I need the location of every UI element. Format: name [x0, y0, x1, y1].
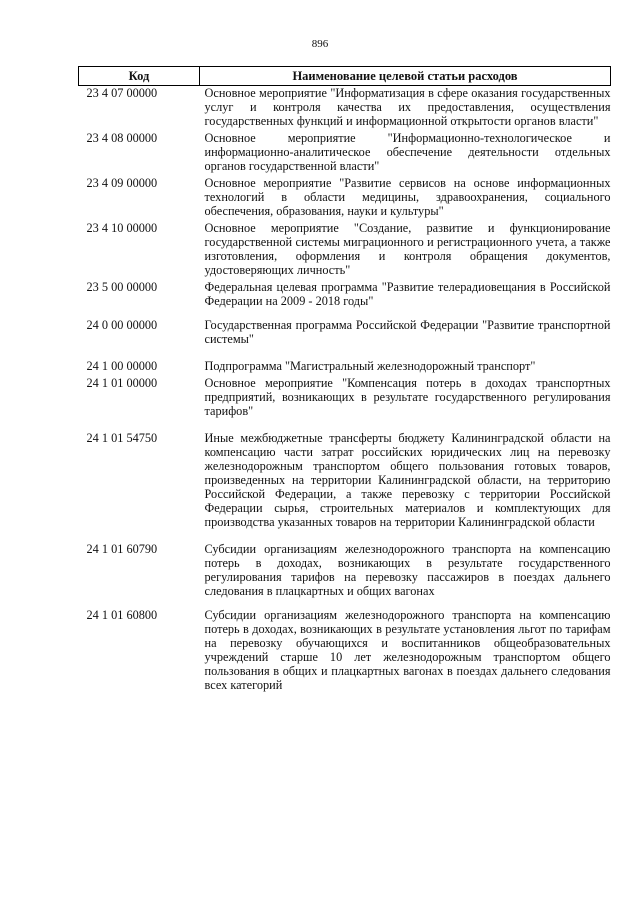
row-code: 23 4 08 00000: [86, 131, 158, 145]
row-code: 24 1 01 60800: [86, 608, 158, 622]
table-body: [79, 86, 611, 693]
budget-classification-table: [78, 66, 611, 692]
header-name: Наименование целевой статьи расходов: [200, 67, 611, 86]
row-code: 24 0 00 00000: [86, 318, 158, 332]
row-code: 23 5 00 00000: [86, 280, 158, 294]
table-row: [79, 176, 611, 221]
table-row: [79, 431, 611, 542]
row-name: Основное мероприятие "Создание, развитие и функционирование государственной системы миграционного и регистрационного учета, а также изготовления, оформления и контроля обращения документов, удостоверяющих личность": [204, 221, 611, 277]
header-row: [79, 67, 611, 86]
table-row: [79, 376, 611, 431]
table-row: [79, 608, 611, 692]
table-row: [79, 542, 611, 608]
row-name: Субсидии организациям железнодорожного транспорта на компенсацию потерь в доходах, возникающих в результате государственного регулирования тарифов на перевозку пассажиров в поездах дальнего следования в плацкартных и общих вагонах: [204, 542, 611, 598]
row-code: 24 1 01 60790: [86, 542, 158, 556]
row-code: 23 4 09 00000: [86, 176, 158, 190]
row-code: 23 4 07 00000: [86, 86, 158, 100]
row-code: 23 4 10 00000: [86, 221, 158, 235]
row-name: Основное мероприятие "Информационно-технологическое и информационно-аналитическое обеспечение деятельности отдельных органов государственной власти": [204, 131, 611, 173]
row-code: 24 1 00 00000: [86, 359, 158, 373]
table-row: [79, 318, 611, 359]
page-number: 896: [311, 38, 329, 50]
row-name: Основное мероприятие "Информатизация в сфере оказания государственных услуг и контроля качества их предоставления, осуществления государственных функций и информационной открытости органов власти": [204, 86, 611, 128]
table-row: [79, 359, 611, 376]
table-header: [79, 67, 611, 86]
row-name: Субсидии организациям железнодорожного транспорта на компенсацию потерь в доходах, возникающих в результате установления льгот по тарифам на перевозку обучающихся и воспитанников общеобразовательных учреждений старше 10 лет железнодорожным транспортом общего пользования в общих и плацкартных вагонах в поездах дальнего следования всех категорий: [204, 608, 611, 692]
table-row: [79, 86, 611, 132]
row-name: Подпрограмма "Магистральный железнодорожный транспорт": [204, 359, 536, 373]
header-code: Код: [79, 67, 200, 86]
table-row: [79, 131, 611, 176]
row-code: 24 1 01 00000: [86, 376, 158, 390]
row-name: Государственная программа Российской Федерации "Развитие транспортной системы": [204, 318, 611, 346]
row-name: Основное мероприятие "Развитие сервисов на основе информационных технологий в области медицины, здравоохранения, социального обеспечения, образования, науки и культуры": [204, 176, 611, 218]
row-code: 24 1 01 54750: [86, 431, 158, 445]
table-row: [79, 280, 611, 318]
row-name: Федеральная целевая программа "Развитие телерадиовещания в Российской Федерации на 2009 - 2018 годы": [204, 280, 611, 308]
table-row: [79, 221, 611, 280]
row-name: Иные межбюджетные трансферты бюджету Калининградской области на компенсацию части затрат российских юридических лиц на перевозку железнодорожным транспортом общего пользования готовых товаров, произведенных на территории Калининградской области, на территорию Российской Федерации, а также перевозку с территории Российской Федерации сырья, строительных материалов и комплектующих для производства указанных товаров на территории Калининградской области: [204, 431, 611, 529]
row-name: Основное мероприятие "Компенсация потерь в доходах транспортных предприятий, возникающих в результате государственного регулирования тарифов": [204, 376, 611, 418]
